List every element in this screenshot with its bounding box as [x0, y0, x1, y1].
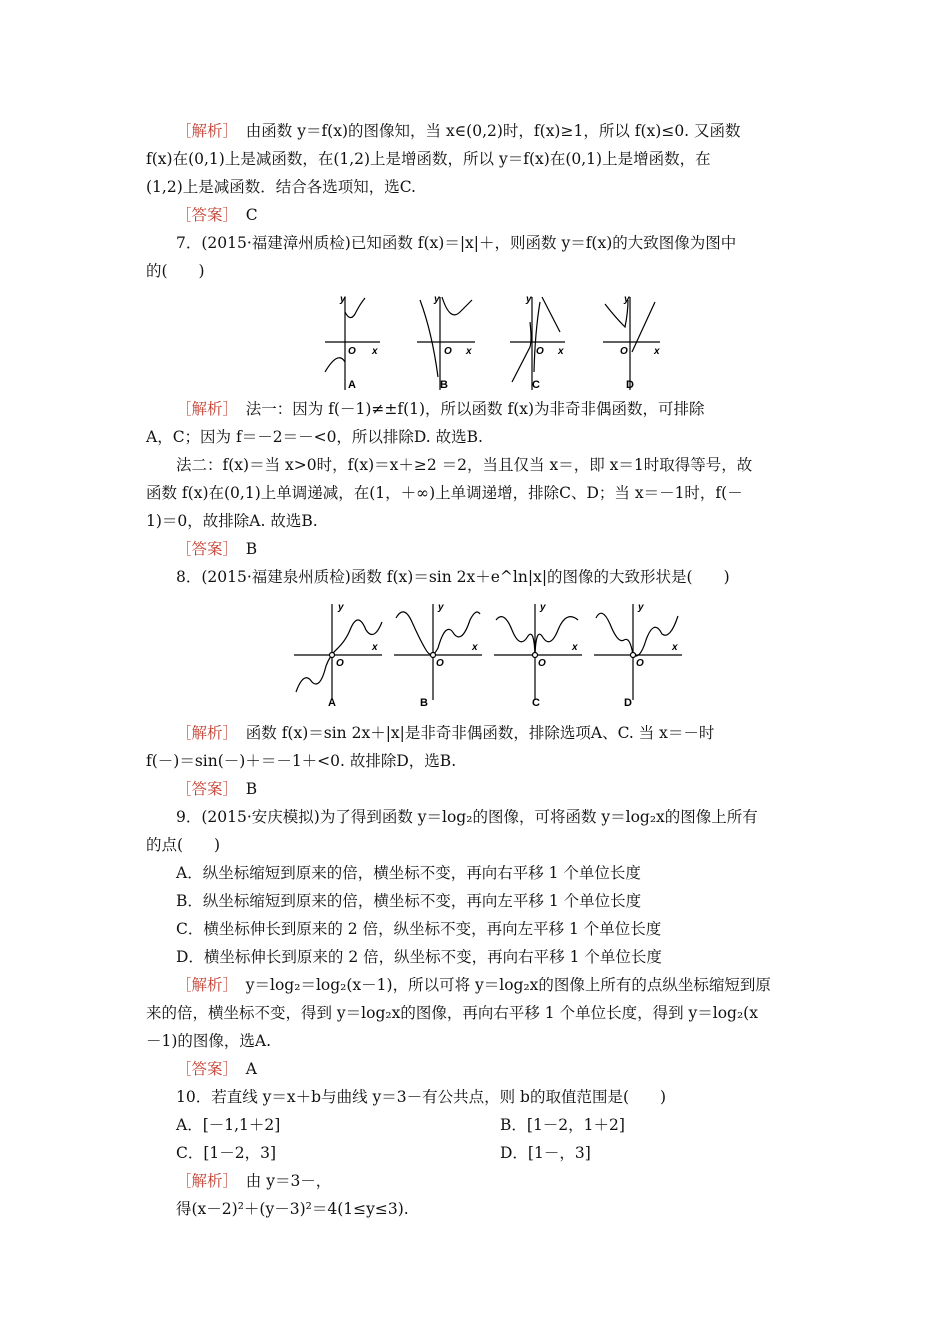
- analysis-line: A，C；因为 f＝－2＝－<0，所以排除D. 故选B.: [146, 428, 483, 446]
- answer-line: ［答案］ B: [176, 780, 258, 798]
- option-d: D．[1－，3]: [500, 1144, 591, 1162]
- axis-label: y: [638, 602, 644, 613]
- graph-option-label: B: [440, 379, 448, 391]
- axis-label: x: [372, 642, 378, 653]
- q8-graph-c: [494, 604, 582, 700]
- option-c: C．横坐标伸长到原来的 2 倍，纵坐标不变，再向左平移 1 个单位长度: [176, 920, 662, 938]
- axis-label: x: [472, 642, 478, 653]
- analysis-line: 1)＝0，故排除A. 故选B.: [146, 512, 318, 530]
- q7-graph-a: [325, 297, 380, 390]
- analysis-line: ［解析］ y＝log₂＝log₂(x－1)，所以可将 y＝log₂x的图像上所有的点纵坐标缩短到原: [176, 976, 771, 994]
- analysis-line: 法二：f(x)＝当 x>0时，f(x)＝x＋≥2 ＝2，当且仅当 x＝，即 x＝1时取得等号，故: [176, 456, 753, 474]
- question-7-stem: 的( ): [146, 262, 205, 280]
- option-b: B．[1－2，1＋2]: [500, 1116, 625, 1134]
- q8-graph-b: [394, 604, 482, 700]
- answer-line: ［答案］ A: [176, 1060, 257, 1078]
- analysis-line: 得(x－2)²＋(y－3)²＝4(1≤y≤3).: [176, 1200, 409, 1218]
- graph-option-label: C: [532, 379, 540, 391]
- axis-label: x: [558, 346, 564, 357]
- axis-label: y: [338, 602, 344, 613]
- origin-label: O: [538, 658, 546, 669]
- origin-label: O: [536, 346, 544, 357]
- analysis-line: (1,2)上是减函数．结合各选项知，选C.: [146, 178, 416, 196]
- origin-label: O: [636, 658, 644, 669]
- option-b: B．纵坐标缩短到原来的倍，横坐标不变，再向左平移 1 个单位长度: [176, 892, 642, 910]
- option-d: D．横坐标伸长到原来的 2 倍，纵坐标不变，再向右平移 1 个单位长度: [176, 948, 662, 966]
- option-a: A．纵坐标缩短到原来的倍，横坐标不变，再向右平移 1 个单位长度: [176, 864, 641, 882]
- analysis-line: 函数 f(x)在(0,1)上单调递减，在(1，＋∞)上单调递增，排除C、D；当 x＝－1时，f(－: [146, 484, 743, 502]
- graph-option-label: A: [348, 379, 356, 391]
- graph-option-label: B: [420, 697, 428, 709]
- question-8-stem: 8．(2015·福建泉州质检)函数 f(x)＝sin 2x＋e^ln|x|的图像的大致形状是( ): [176, 568, 730, 586]
- axis-label: x: [572, 642, 578, 653]
- option-a: A．[－1,1＋2]: [176, 1116, 281, 1134]
- question-10-stem: 10．若直线 y＝x＋b与曲线 y＝3－有公共点，则 b的取值范围是( ): [176, 1088, 667, 1106]
- axis-label: x: [466, 346, 472, 357]
- q8-graph-d: [594, 604, 682, 700]
- axis-label: y: [438, 602, 444, 613]
- graph-option-label: A: [328, 697, 336, 709]
- axis-label: y: [540, 602, 546, 613]
- axis-label: y: [434, 294, 440, 305]
- q8-graph-a: [294, 604, 382, 700]
- graph-option-label: D: [626, 379, 634, 391]
- q7-graph-c: [510, 297, 565, 390]
- graph-option-label: D: [624, 697, 632, 709]
- question-7-stem: 7．(2015·福建漳州质检)已知函数 f(x)＝|x|＋，则函数 y＝f(x)的大致图像为图中: [176, 234, 737, 252]
- option-c: C．[1－2，3]: [176, 1144, 277, 1162]
- analysis-line: ［解析］ 函数 f(x)＝sin 2x＋|x|是非奇非偶函数，排除选项A、C. 当 x＝－时: [176, 724, 715, 742]
- question-9-stem: 的点( ): [146, 836, 221, 854]
- origin-label: O: [348, 346, 356, 357]
- axis-label: x: [654, 346, 660, 357]
- answer-line: ［答案］ C: [176, 206, 258, 224]
- axis-label: y: [526, 294, 532, 305]
- origin-label: O: [620, 346, 628, 357]
- q7-graph-b: [417, 297, 475, 390]
- analysis-line: 来的倍，横坐标不变，得到 y＝log₂x的图像，再向右平移 1 个单位长度，得到 y＝log₂(x: [146, 1004, 758, 1022]
- q7-graph-d: [603, 297, 660, 390]
- analysis-line: f(x)在(0,1)上是减函数，在(1,2)上是增函数，所以 y＝f(x)在(0,1)上是增函数，在: [146, 150, 711, 168]
- origin-label: O: [436, 658, 444, 669]
- axis-label: x: [372, 346, 378, 357]
- analysis-line: f(－)＝sin(－)＋＝－1＋<0. 故排除D，选B.: [146, 752, 457, 770]
- analysis-line: －1)的图像，选A.: [146, 1032, 272, 1050]
- analysis-line: ［解析］ 由函数 y＝f(x)的图像知，当 x∈(0,2)时，f(x)≥1，所以 f(x)≤0. 又函数: [176, 122, 741, 140]
- axis-label: y: [340, 294, 346, 305]
- origin-label: O: [444, 346, 452, 357]
- answer-line: ［答案］ B: [176, 540, 258, 558]
- origin-label: O: [336, 658, 344, 669]
- graph-option-label: C: [532, 697, 540, 709]
- axis-label: x: [672, 642, 678, 653]
- q8-graphs: [290, 600, 690, 712]
- analysis-line: ［解析］ 由 y＝3－，: [176, 1172, 332, 1190]
- question-9-stem: 9．(2015·安庆模拟)为了得到函数 y＝log₂的图像，可将函数 y＝log₂x的图像上所有: [176, 808, 758, 826]
- axis-label: y: [624, 294, 630, 305]
- analysis-line: ［解析］ 法一：因为 f(－1)≠±f(1)，所以函数 f(x)为非奇非偶函数，可排除: [176, 400, 705, 418]
- q7-graphs: [320, 292, 670, 392]
